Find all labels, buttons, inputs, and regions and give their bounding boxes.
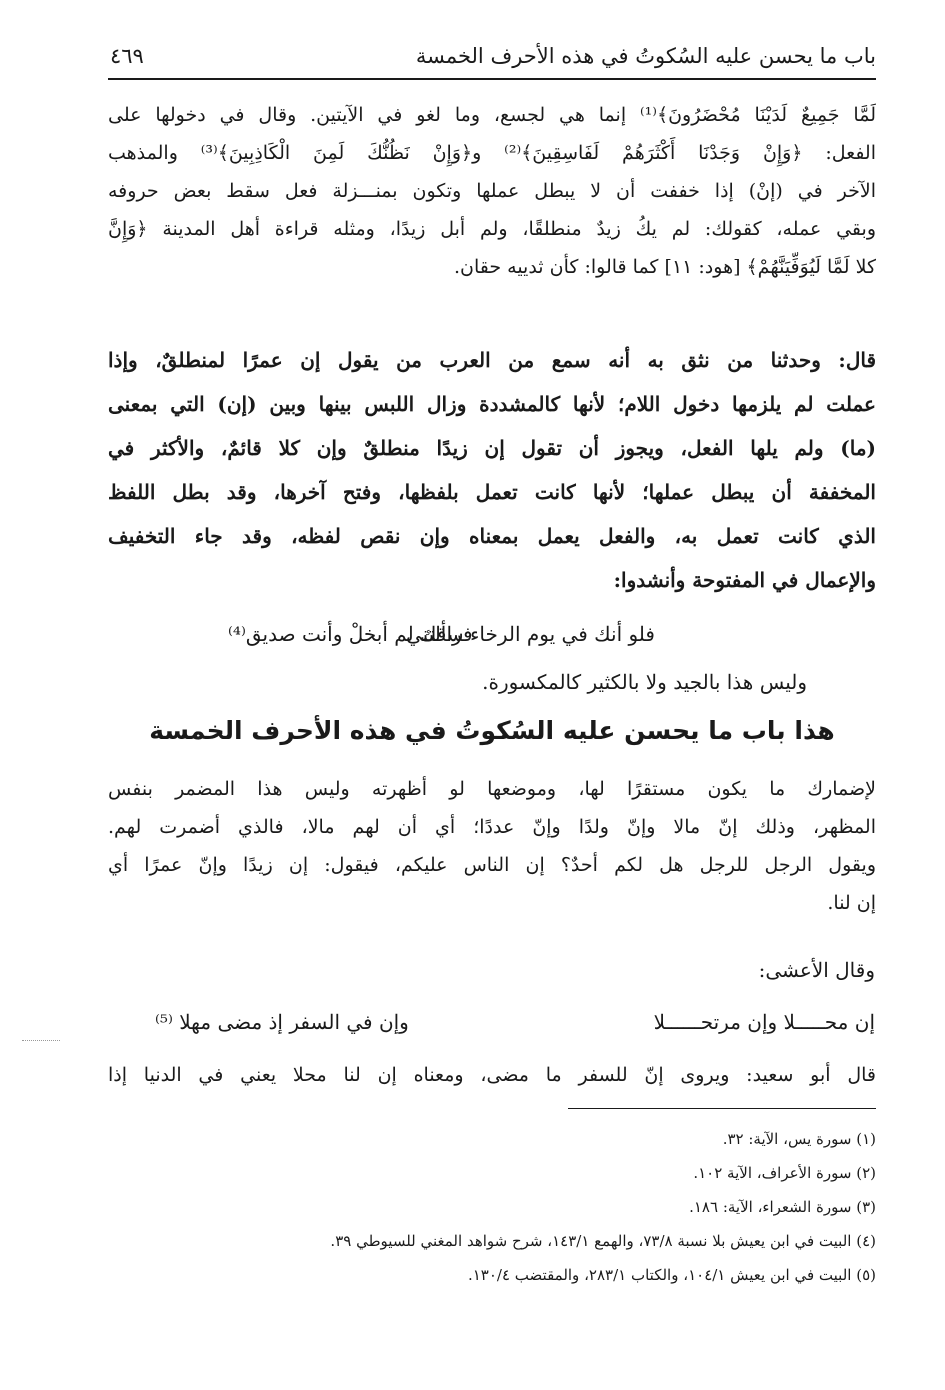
text-line: كلا لَمَّا لَيُوَفِّيَنَّهُمْ﴾ [هود: ١١] كما قالوا: كأن ثدييه حقان. — [453, 256, 876, 278]
top-paragraph — [108, 96, 876, 286]
verse2-first-hemistich: إن محـــــلا وإن مرتحــــــلا — [653, 1010, 875, 1034]
text-line: لإضمارك ما يكون مستقرًا لها، وموضعها لو أظهرته وليس هذا المضمر بنفس — [108, 778, 876, 800]
text-line: الفعل: ﴿وَإِنْ وَجَدْنَا أَكْثَرَهُمْ لَفَاسِقِينَ﴾⁽²⁾ و﴿وَإِنْ نَظُنُّكَ لَمِنَ الْكَاذِبِينَ﴾⁽³⁾ والمذهب — [108, 142, 876, 164]
text-line: قال: وحدثنا من نثق به أنه سمع من العرب من يقول إن عمرًا لمنطلقٌ، وإذا — [108, 348, 876, 372]
text-line: وبقي عمله، كقولك: لم يكُ زيدٌ منطلقًا، ولم أبل زيدًا، ومثله قراءة أهل المدينة ﴿وَإِنَّ — [108, 218, 876, 240]
text-line: ويقول الرجل للرجل هل لكم أحدٌ؟ إن الناس عليكم، فيقول: إن زيدًا وإنّ عمرًا أي — [108, 854, 876, 876]
text-line: قال أبو سعيد: ويروى إنّ للسفر ما مضى، ومعناه إن لنا محلا يعني في الدنيا إذا — [108, 1064, 876, 1086]
text-line: المخففة أن يبطل عملها؛ لأنها كانت تعمل بلفظها، وفتح آخرها، وقد بطل اللفظ — [108, 480, 876, 504]
text-line: الذي كانت تعمل به، والفعل يعمل بمعناه وإن نقص لفظه، وقد جاء التخفيف — [108, 524, 876, 548]
bold-paragraph — [108, 338, 876, 602]
note-line: وليس هذا بالجيد ولا بالكثير كالمكسورة. — [482, 670, 807, 694]
text-line: لَمَّا جَمِيعٌ لَدَيْنَا مُحْضَرُونَ﴾⁽¹⁾ إنما هي لجسع، وما لغو في الآيتين. وقال في دخولها على — [108, 104, 876, 126]
text-line: الآخر في (إنْ) إذا خففت أن لا يبطل عملها وتكون بمنـــزلة فعل سقط بعض حروفه — [108, 180, 876, 202]
footnote: (٢) سورة الأعراف، الآية ١٠٢. — [693, 1164, 876, 1182]
footnote: (١) سورة يس، الآية: ٣٢. — [722, 1130, 876, 1148]
section-heading: هذا باب ما يحسن عليه السُكوتُ في هذه الأحرف الخمسة — [149, 716, 835, 745]
text-line: المظهر، وذلك إنّ مالا وإنّ ولدًا وإنّ عددًا؛ أي أن لهم مالا، فالذي أضمرت لهم. — [108, 816, 876, 838]
text-line: إن لنا. — [827, 892, 876, 914]
text-line: والإعمال في المفتوحة وأنشدوا: — [613, 568, 876, 592]
footnote-rule — [568, 1108, 876, 1109]
text-line: عملت لم يلزمها دخول اللام؛ لأنها كالمشددة وزال اللبس بينها وبين (إن) التي بمعنى — [108, 392, 876, 416]
page-number: ٤٦٩ — [110, 44, 144, 68]
page-header — [108, 42, 876, 82]
last-paragraph — [108, 1056, 876, 1094]
header-rule — [108, 78, 876, 80]
footnote: (٣) سورة الشعراء، الآية: ١٨٦. — [689, 1198, 876, 1216]
text-line: (ما) ولم يلها الفعل، ويجوز أن تقول إن زيدًا منطلقٌ وإن كلا قائمٌ، والأكثر في — [108, 436, 876, 460]
verse1-first-hemistich: فلو أنك في يوم الرخاء سألتني — [405, 622, 655, 646]
section-paragraph — [108, 770, 876, 922]
verse1-second-hemistich: فراقك لم أبخلْ وأنت صديق⁽⁴⁾ — [228, 622, 473, 646]
scan-mark — [22, 1040, 60, 1041]
verse2-second-hemistich: وإن في السفر إذ مضى مهلا ⁽⁵⁾ — [155, 1010, 409, 1034]
running-title: باب ما يحسن عليه السُكوتُ في هذه الأحرف الخمسة — [415, 44, 876, 68]
verse2-intro: وقال الأعشى: — [758, 958, 875, 982]
footnote: (٥) البيت في ابن يعيش ١٠٤/١، والكتاب ٢٨٣/١، والمقتضب ١٣٠/٤. — [467, 1266, 876, 1284]
footnotes — [108, 1122, 876, 1292]
footnote: (٤) البيت في ابن يعيش بلا نسبة ٧٣/٨، والهمع ١٤٣/١، شرح شواهد المغني للسيوطي ٣٩. — [330, 1232, 876, 1250]
